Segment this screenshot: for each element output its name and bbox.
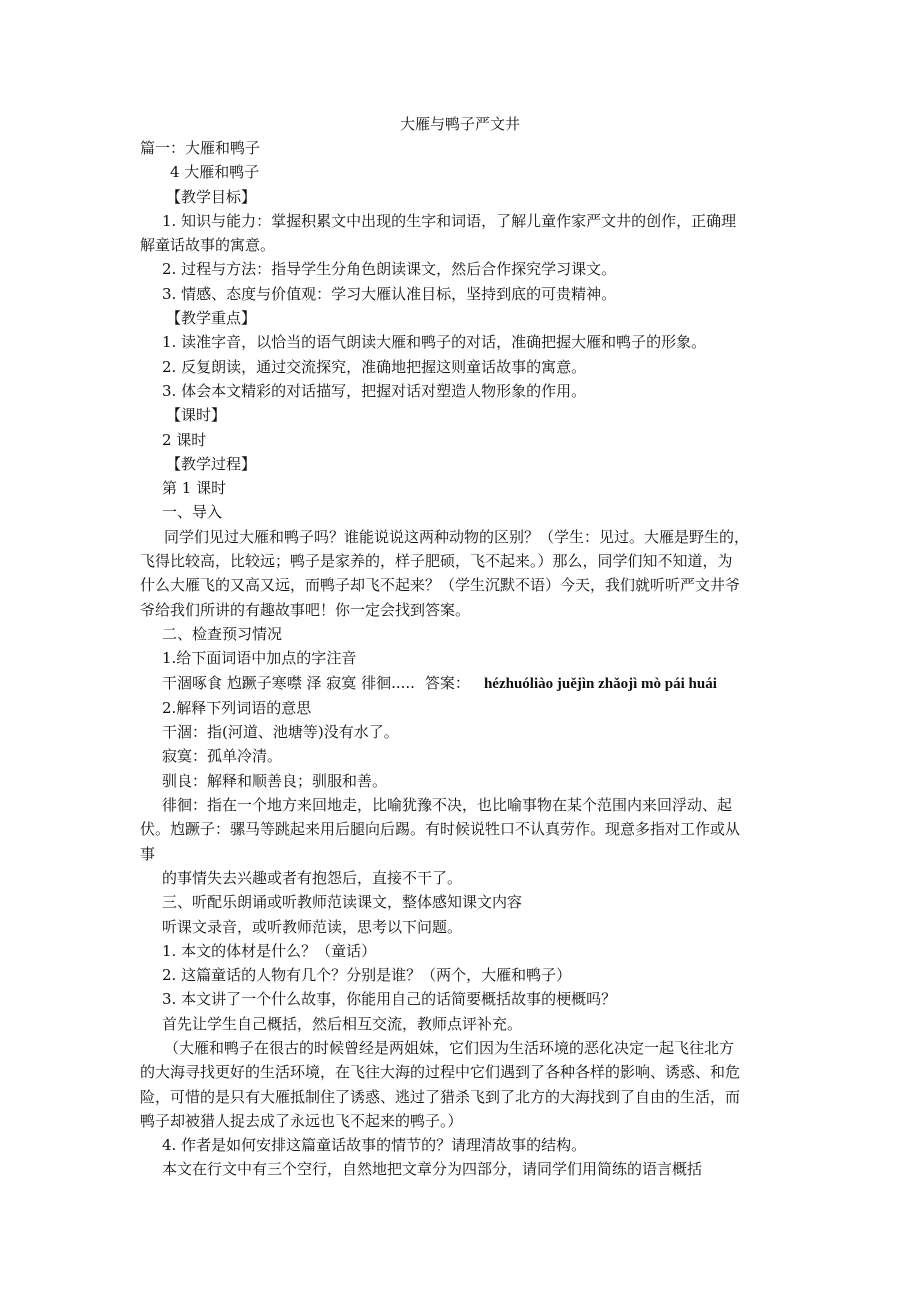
text-line: 3. 情感、态度与价值观：学习大雁认准目标，坚持到底的可贵精神。 bbox=[162, 284, 617, 303]
text-line: 事 bbox=[140, 844, 156, 863]
heading-teaching-process: 【教学过程】 bbox=[166, 454, 257, 473]
answer-pinyin: hézhuóliào juějìn zhǎojì mò pái huái bbox=[483, 675, 717, 692]
text-line: 2. 过程与方法：指导学生分角色朗读课文，然后合作探究学习课文。 bbox=[162, 260, 617, 279]
text-line: 听课文录音，或听教师范读，思考以下问题。 bbox=[162, 917, 463, 936]
word-list-line bbox=[140, 671, 785, 696]
text-line: 寂寞：孤单冷清。 bbox=[162, 747, 283, 766]
word-list: 干涸啄食 尥蹶子寒噤 泽 寂寞 徘徊..... bbox=[162, 673, 415, 692]
text-line: 什么大雁飞的又高又远，而鸭子却飞不起来？（学生沉默不语）今天，我们就听听严文井爷 bbox=[140, 576, 741, 595]
text-line: 2.解释下列词语的意思 bbox=[162, 698, 312, 717]
text-line: 徘徊：指在一个地方来回地走，比喻犹豫不决，也比喻事物在某个范围内来回浮动、起 bbox=[162, 796, 733, 815]
text-line: 飞得比较高，比较远；鸭子是家养的，样子肥硕，飞不起来。）那么，同学们知不知道，为 bbox=[140, 552, 733, 571]
text-line: 三、听配乐朗诵或听教师范读课文，整体感知课文内容 bbox=[162, 893, 523, 912]
text-line: 1.给下面词语中加点的字注音 bbox=[162, 649, 357, 668]
text-line: 第 1 课时 bbox=[162, 479, 227, 498]
text-line: 1. 本文的体材是什么？（童话） bbox=[162, 941, 377, 960]
document-body bbox=[140, 136, 785, 1182]
text-line: 一、导入 bbox=[162, 503, 223, 522]
text-line: 二、检查预习情况 bbox=[162, 624, 283, 643]
text-line: 干涸：指(河道、池塘等)没有水了。 bbox=[162, 723, 399, 742]
heading-class-hours: 【课时】 bbox=[166, 406, 227, 425]
text-line: 3. 体会本文精彩的对话描写，把握对话对塑造人物形象的作用。 bbox=[162, 381, 587, 400]
text-line: 1. 知识与能力：掌握积累文中出现的生字和词语，了解儿童作家严文井的创作，正确理 bbox=[162, 211, 737, 230]
text-line: 首先让学生自己概括，然后相互交流，教师点评补充。 bbox=[162, 1014, 523, 1033]
lesson-title: 4 大雁和鸭子 bbox=[170, 163, 260, 182]
text-line: 驯良：解释和顺善良；驯服和善。 bbox=[162, 771, 388, 790]
section-heading: 篇一：大雁和鸭子 bbox=[140, 139, 261, 157]
answer-label: 答案： bbox=[424, 673, 470, 692]
text-line: 1. 读准字音，以恰当的语气朗读大雁和鸭子的对话，准确把握大雁和鸭子的形象。 bbox=[162, 333, 707, 352]
text-line: 本文在行文中有三个空行，自然地把文章分为四部分，请同学们用简练的语言概括 bbox=[162, 1160, 703, 1179]
text-line: 2 课时 bbox=[162, 430, 207, 449]
heading-key-points: 【教学重点】 bbox=[166, 309, 257, 328]
text-line: 的事情失去兴趣或者有抱怨后，直接不干了。 bbox=[162, 868, 463, 887]
text-line: 2. 反复朗读，通过交流探究，准确地把握这则童话故事的寓意。 bbox=[162, 357, 587, 376]
text-line: 2. 这篇童话的人物有几个？分别是谁？（两个，大雁和鸭子） bbox=[162, 966, 572, 985]
heading-teaching-goals: 【教学目标】 bbox=[166, 187, 257, 206]
text-line: 解童话故事的寓意。 bbox=[140, 236, 276, 255]
text-line: 4. 作者是如何安排这篇童话故事的情节的？请理清故事的结构。 bbox=[162, 1136, 587, 1155]
text-line: （大雁和鸭子在很古的时候曾经是两姐妹，它们因为生活环境的恶化决定一起飞往北方 bbox=[164, 1038, 735, 1057]
text-line: 的大海寻找更好的生活环境，在飞往大海的过程中它们遇到了各种各样的影响、诱惑、和危 bbox=[140, 1063, 741, 1082]
text-line: 爷给我们所讲的有趣故事吧！你一定会找到答案。 bbox=[140, 600, 471, 619]
text-line: 险，可惜的是只有大雁抵制住了诱惑、逃过了猎杀飞到了北方的大海找到了自由的生活，而 bbox=[140, 1087, 741, 1106]
text-line: 伏。尥蹶子：骡马等跳起来用后腿向后踢。有时候说牲口不认真劳作。现意多指对工作或从 bbox=[140, 820, 741, 839]
text-line: 3. 本文讲了一个什么故事，你能用自己的话简要概括故事的梗概吗？ bbox=[162, 990, 617, 1009]
document-title: 大雁与鸭子严文井 bbox=[399, 115, 520, 133]
text-line: 同学们见过大雁和鸭子吗？谁能说说这两种动物的区别？（学生：见过。大雁是野生的， bbox=[164, 527, 750, 546]
text-line: 鸭子却被猎人捉去成了永远也飞不起来的鸭子。） bbox=[140, 1111, 463, 1130]
